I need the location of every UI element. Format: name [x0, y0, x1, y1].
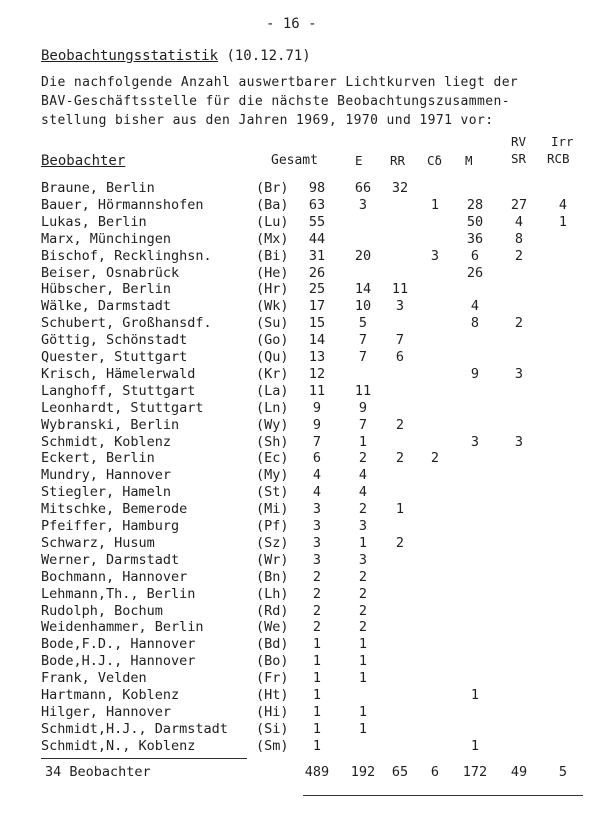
- row-e: 20: [354, 247, 372, 264]
- row-abbreviation: (Fr): [256, 670, 289, 687]
- table-row: [0, 434, 592, 451]
- row-abbreviation: (Br): [256, 180, 289, 196]
- intro-line-2: BAV-Geschäftsstelle für die nächste Beobachtungszusammen-: [41, 94, 510, 109]
- row-m: 36: [466, 230, 484, 247]
- row-e: 11: [354, 382, 372, 399]
- row-e: 1: [358, 720, 368, 737]
- row-abbreviation: (We): [256, 619, 289, 636]
- bottom-rule: [303, 795, 583, 796]
- row-observer-name: Hartmann, Koblenz: [41, 687, 180, 703]
- row-irr: 4: [558, 196, 568, 213]
- header-gesamt: Gesamt: [271, 153, 318, 168]
- row-gesamt: 2: [312, 568, 322, 585]
- total-irr: 5: [558, 764, 568, 780]
- row-abbreviation: (Wr): [256, 551, 289, 568]
- row-observer-name: Wybranski, Berlin: [41, 416, 180, 433]
- row-e: 7: [358, 416, 368, 433]
- row-abbreviation: (Bi): [256, 247, 289, 264]
- table-row: [0, 518, 592, 535]
- row-gesamt: 9: [312, 399, 322, 416]
- header-irr-top: Irr: [551, 134, 574, 149]
- row-rr: 2: [395, 534, 405, 551]
- row-rr: 11: [391, 281, 409, 298]
- row-irr: 1: [558, 213, 568, 230]
- row-e: 1: [358, 670, 368, 687]
- row-gesamt: 3: [312, 551, 322, 568]
- row-gesamt: 63: [308, 196, 326, 213]
- row-rr: 2: [395, 416, 405, 433]
- row-observer-name: Schmidt, Koblenz: [41, 433, 172, 450]
- row-e: 1: [358, 534, 368, 551]
- row-gesamt: 7: [312, 433, 322, 450]
- row-gesamt: 17: [308, 298, 326, 315]
- header-m: M: [465, 153, 473, 168]
- row-m: 3: [470, 433, 480, 450]
- title-text: Beobachtungsstatistik: [41, 48, 219, 64]
- row-gesamt: 4: [312, 467, 322, 484]
- row-observer-name: Beiser, Osnabrück: [41, 264, 180, 281]
- table-row: [0, 636, 592, 653]
- table-row: [0, 366, 592, 383]
- row-m: 4: [470, 298, 480, 315]
- row-gesamt: 14: [308, 332, 326, 349]
- row-rv: 2: [514, 247, 524, 264]
- table-row: [0, 501, 592, 518]
- total-label: 34 Beobachter: [45, 764, 151, 780]
- table-row: [0, 400, 592, 417]
- table-row: [0, 586, 592, 603]
- row-gesamt: 3: [312, 518, 322, 534]
- table-row: [0, 197, 592, 214]
- row-rr: 32: [391, 180, 409, 196]
- row-m: 9: [470, 365, 480, 382]
- table-row: [0, 721, 592, 738]
- row-e: 2: [358, 450, 368, 467]
- header-cd: Cδ: [427, 153, 443, 168]
- page-number: - 16 -: [266, 16, 317, 32]
- row-rr: 3: [395, 298, 405, 315]
- row-rr: 7: [395, 332, 405, 349]
- row-e: 5: [358, 315, 368, 332]
- row-e: 2: [358, 619, 368, 636]
- table-row: [0, 248, 592, 265]
- table-row: [0, 484, 592, 501]
- row-observer-name: Mitschke, Bemerode: [41, 501, 188, 518]
- row-abbreviation: (La): [256, 382, 289, 399]
- row-observer-name: Hübscher, Berlin: [41, 281, 172, 298]
- row-observer-name: Lehmann,Th., Berlin: [41, 585, 196, 602]
- row-abbreviation: (Sm): [256, 737, 289, 754]
- row-gesamt: 2: [312, 602, 322, 619]
- row-e: 3: [358, 196, 368, 213]
- header-rv-bottom: SR: [511, 151, 527, 166]
- table-row: [0, 450, 592, 467]
- total-gesamt: 489: [304, 764, 330, 780]
- row-gesamt: 3: [312, 534, 322, 551]
- row-e: 14: [354, 281, 372, 298]
- table-row: [0, 738, 592, 755]
- table-row: [0, 315, 592, 332]
- row-observer-name: Lukas, Berlin: [41, 213, 147, 230]
- row-m: 1: [470, 687, 480, 703]
- row-abbreviation: (Wy): [256, 416, 289, 433]
- row-gesamt: 26: [308, 264, 326, 281]
- row-abbreviation: (St): [256, 484, 289, 501]
- total-rv: 49: [510, 764, 528, 780]
- header-irr-bottom: RCB: [547, 151, 570, 166]
- intro-line-1: Die nachfolgende Anzahl auswertbarer Lichtkurven liegt der: [41, 75, 519, 90]
- table-row: [0, 265, 592, 282]
- row-abbreviation: (Rd): [256, 602, 289, 619]
- intro-line-3: stellung bisher aus den Jahren 1969, 1970 und 1971 vor:: [41, 113, 494, 128]
- table-row: [0, 349, 592, 366]
- row-observer-name: Rudolph, Bochum: [41, 602, 163, 619]
- row-gesamt: 1: [312, 653, 322, 670]
- row-observer-name: Braune, Berlin: [41, 180, 155, 196]
- row-rv: 3: [514, 433, 524, 450]
- row-abbreviation: (Mx): [256, 230, 289, 247]
- row-cd: 3: [430, 247, 440, 264]
- header-rv-top: RV: [511, 134, 527, 149]
- row-abbreviation: (Bn): [256, 568, 289, 585]
- row-abbreviation: (Go): [256, 332, 289, 349]
- row-m: 50: [466, 213, 484, 230]
- row-e: 2: [358, 501, 368, 518]
- row-observer-name: Eckert, Berlin: [41, 450, 155, 467]
- table-row: [0, 603, 592, 620]
- row-observer-name: Göttig, Schönstadt: [41, 332, 188, 349]
- row-abbreviation: (Si): [256, 720, 289, 737]
- row-gesamt: 1: [312, 687, 322, 703]
- row-observer-name: Marx, Münchingen: [41, 230, 172, 247]
- row-abbreviation: (Bo): [256, 653, 289, 670]
- row-rv: 27: [510, 196, 528, 213]
- row-gesamt: 55: [308, 213, 326, 230]
- row-gesamt: 1: [312, 737, 322, 754]
- row-gesamt: 1: [312, 720, 322, 737]
- total-row: [0, 764, 592, 782]
- row-observer-name: Bauer, Hörmannshofen: [41, 196, 204, 213]
- row-e: 9: [358, 399, 368, 416]
- row-abbreviation: (Lu): [256, 213, 289, 230]
- row-abbreviation: (Bd): [256, 636, 289, 653]
- row-e: 2: [358, 602, 368, 619]
- row-gesamt: 25: [308, 281, 326, 298]
- row-abbreviation: (Ht): [256, 687, 289, 703]
- table-row: [0, 670, 592, 687]
- table-row: [0, 619, 592, 636]
- row-observer-name: Werner, Darmstadt: [41, 551, 180, 568]
- table-row: [0, 332, 592, 349]
- row-abbreviation: (Kr): [256, 365, 289, 382]
- row-observer-name: Langhoff, Stuttgart: [41, 382, 196, 399]
- row-observer-name: Mundry, Hannover: [41, 467, 172, 484]
- table-row: [0, 569, 592, 586]
- row-gesamt: 1: [312, 636, 322, 653]
- row-observer-name: Hilger, Hannover: [41, 703, 172, 720]
- row-abbreviation: (Qu): [256, 349, 289, 365]
- row-observer-name: Weidenhammer, Berlin: [41, 619, 204, 636]
- total-m: 172: [462, 764, 488, 780]
- section-title: [41, 48, 311, 64]
- row-observer-name: Quester, Stuttgart: [41, 349, 188, 365]
- row-rv: 8: [514, 230, 524, 247]
- row-e: 7: [358, 349, 368, 365]
- row-abbreviation: (Hr): [256, 281, 289, 298]
- table-row: [0, 231, 592, 248]
- table-row: [0, 535, 592, 552]
- row-rr: 1: [395, 501, 405, 518]
- row-gesamt: 98: [308, 180, 326, 196]
- row-gesamt: 4: [312, 484, 322, 501]
- row-observer-name: Krisch, Hämelerwald: [41, 365, 196, 382]
- row-observer-name: Bode,F.D., Hannover: [41, 636, 196, 653]
- table-row: [0, 552, 592, 569]
- row-abbreviation: (Hi): [256, 703, 289, 720]
- table-row: [0, 383, 592, 400]
- row-gesamt: 6: [312, 450, 322, 467]
- row-gesamt: 9: [312, 416, 322, 433]
- table-row: [0, 417, 592, 434]
- row-e: 2: [358, 585, 368, 602]
- divider-rule: [41, 758, 247, 759]
- table-row: [0, 180, 592, 197]
- header-rr: RR: [390, 153, 406, 168]
- row-observer-name: Schubert, Großhansdf.: [41, 315, 212, 332]
- total-cd: 6: [430, 764, 440, 780]
- row-rr: 6: [395, 349, 405, 365]
- row-m: 28: [466, 196, 484, 213]
- table-row: [0, 653, 592, 670]
- title-date: (10.12.71): [226, 48, 311, 64]
- row-gesamt: 2: [312, 619, 322, 636]
- row-abbreviation: (My): [256, 467, 289, 484]
- row-gesamt: 1: [312, 703, 322, 720]
- table-row: [0, 214, 592, 231]
- row-e: 1: [358, 433, 368, 450]
- row-gesamt: 44: [308, 230, 326, 247]
- row-gesamt: 13: [308, 349, 326, 365]
- row-abbreviation: (Ba): [256, 196, 289, 213]
- row-gesamt: 1: [312, 670, 322, 687]
- row-abbreviation: (Ln): [256, 399, 289, 416]
- row-observer-name: Bischof, Recklinghsn.: [41, 247, 212, 264]
- row-cd: 2: [430, 450, 440, 467]
- row-e: 10: [354, 298, 372, 315]
- header-observer: Beobachter: [41, 153, 126, 169]
- row-observer-name: Bode,H.J., Hannover: [41, 653, 196, 670]
- row-observer-name: Leonhardt, Stuttgart: [41, 399, 204, 416]
- row-observer-name: Bochmann, Hannover: [41, 568, 188, 585]
- row-observer-name: Frank, Velden: [41, 670, 147, 687]
- table-row: [0, 687, 592, 704]
- row-abbreviation: (Ec): [256, 450, 289, 467]
- row-abbreviation: (Mi): [256, 501, 289, 518]
- row-e: 2: [358, 568, 368, 585]
- row-abbreviation: (Sh): [256, 433, 289, 450]
- row-abbreviation: (Pf): [256, 518, 289, 534]
- row-observer-name: Pfeiffer, Hamburg: [41, 518, 180, 534]
- total-e: 192: [350, 764, 376, 780]
- row-rv: 2: [514, 315, 524, 332]
- row-gesamt: 31: [308, 247, 326, 264]
- row-observer-name: Stiegler, Hameln: [41, 484, 172, 501]
- row-gesamt: 2: [312, 585, 322, 602]
- row-gesamt: 11: [308, 382, 326, 399]
- row-e: 1: [358, 636, 368, 653]
- row-e: 1: [358, 703, 368, 720]
- row-e: 4: [358, 484, 368, 501]
- table-row: [0, 281, 592, 298]
- row-rr: 2: [395, 450, 405, 467]
- table-row: [0, 298, 592, 315]
- row-e: 4: [358, 467, 368, 484]
- table-row: [0, 467, 592, 484]
- row-e: 66: [354, 180, 372, 196]
- row-observer-name: Wälke, Darmstadt: [41, 298, 172, 315]
- row-gesamt: 15: [308, 315, 326, 332]
- row-abbreviation: (Su): [256, 315, 289, 332]
- row-abbreviation: (Wk): [256, 298, 289, 315]
- row-abbreviation: (He): [256, 264, 289, 281]
- row-abbreviation: (Lh): [256, 585, 289, 602]
- row-e: 7: [358, 332, 368, 349]
- row-e: 3: [358, 551, 368, 568]
- row-gesamt: 3: [312, 501, 322, 518]
- row-m: 26: [466, 264, 484, 281]
- row-cd: 1: [430, 196, 440, 213]
- row-m: 1: [470, 737, 480, 754]
- header-e: E: [355, 153, 363, 168]
- row-abbreviation: (Sz): [256, 534, 289, 551]
- row-observer-name: Schwarz, Husum: [41, 534, 155, 551]
- row-e: 1: [358, 653, 368, 670]
- row-rv: 3: [514, 365, 524, 382]
- table-row: [0, 704, 592, 721]
- row-m: 6: [470, 247, 480, 264]
- row-gesamt: 12: [308, 365, 326, 382]
- row-observer-name: Schmidt,H.J., Darmstadt: [41, 720, 228, 737]
- row-rv: 4: [514, 213, 524, 230]
- total-rr: 65: [391, 764, 409, 780]
- row-e: 3: [358, 518, 368, 534]
- row-observer-name: Schmidt,N., Koblenz: [41, 737, 196, 754]
- row-m: 8: [470, 315, 480, 332]
